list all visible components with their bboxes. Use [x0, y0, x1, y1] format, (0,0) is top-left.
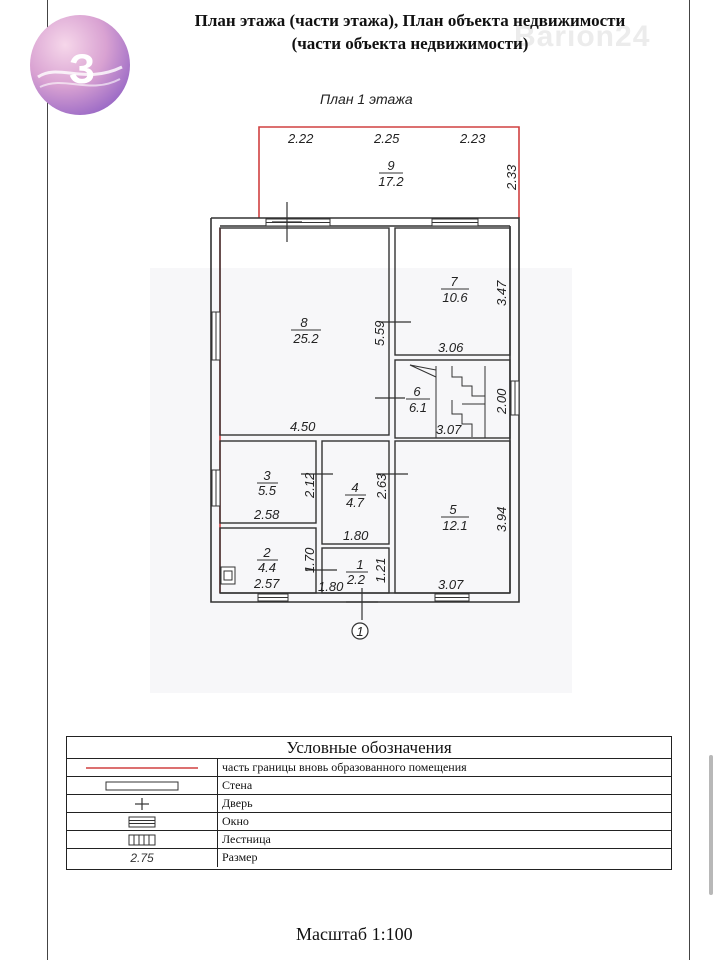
dim-label: 3.07 [438, 577, 464, 592]
legend-row [67, 795, 671, 813]
room-2-number: 2 [263, 545, 271, 560]
legend-row [67, 831, 671, 849]
dim-label: 2.23 [460, 131, 486, 146]
dim-label: 1.21 [373, 557, 388, 583]
dim-label: 4.50 [290, 419, 316, 434]
scale-label: Масштаб 1:100 [296, 924, 413, 944]
dim-label: 1.80 [318, 579, 344, 594]
boiler-icon [221, 567, 235, 584]
dim-label: 2.58 [254, 507, 280, 522]
dim-label: 2.22 [288, 131, 314, 146]
boundary-line-symbol [67, 759, 218, 776]
dim-label: 2.25 [374, 131, 400, 146]
dim-label: 2.00 [494, 388, 509, 414]
legend-row [67, 777, 671, 795]
dim-label: 3.47 [494, 280, 509, 306]
size-symbol [67, 849, 218, 867]
room-3-area: 5.5 [257, 483, 277, 498]
window-symbol [67, 813, 218, 830]
size-symbol-text: 2.75 [130, 851, 154, 865]
dim-label: 1.80 [343, 528, 369, 543]
room-6-number: 6 [413, 384, 421, 399]
dim-label: 2.57 [254, 576, 280, 591]
room-3-number: 3 [263, 468, 271, 483]
room-5-number: 5 [449, 502, 457, 517]
room-4-number: 4 [351, 480, 359, 495]
legend-label: Размер [222, 850, 258, 864]
room-9-area: 17.2 [378, 174, 404, 189]
legend-table [66, 736, 672, 870]
dim-label: 2.63 [374, 473, 389, 499]
wall-symbol [67, 777, 218, 794]
room-8-number: 8 [300, 315, 308, 330]
room-7-number: 7 [450, 274, 458, 289]
room-1-area: 2.2 [346, 572, 366, 587]
room-5-area: 12.1 [442, 518, 468, 533]
room-9-number: 9 [387, 158, 395, 173]
dim-label: 3.07 [436, 422, 462, 437]
room-2-area: 4.4 [257, 560, 277, 575]
axis-marker-label: 1 [356, 624, 364, 639]
page-title-line-2: (части объекта недвижимости) [291, 34, 529, 53]
legend-label: Стена [222, 778, 253, 792]
dim-label: 5.59 [372, 320, 387, 346]
dim-label: 1.70 [302, 547, 317, 573]
room-7-area: 10.6 [442, 290, 468, 305]
dim-label: 3.94 [494, 506, 509, 532]
legend-title: Условные обозначения [67, 737, 671, 759]
legend-row [67, 849, 671, 867]
dim-label: 2.12 [302, 472, 317, 498]
legend-label: Лестница [222, 832, 271, 846]
legend-row [67, 759, 671, 777]
page-title-line-1: План этажа (части этажа), План объекта недвижимости [194, 11, 626, 30]
logo-letter: З [68, 45, 96, 92]
legend-row [67, 813, 671, 831]
legend-label: часть границы вновь образованного помещения [222, 760, 467, 774]
plan-subtitle: План 1 этажа [320, 91, 413, 107]
room-6-area: 6.1 [408, 400, 428, 415]
legend-label: Окно [222, 814, 249, 828]
dim-label: 3.06 [438, 340, 464, 355]
watermark: Barion24 [514, 20, 651, 53]
room-1-number: 1 [356, 557, 364, 572]
scrollbar[interactable] [709, 755, 713, 895]
stair-symbol [67, 831, 218, 848]
room-8-area: 25.2 [293, 331, 319, 346]
door-symbol [67, 795, 218, 812]
legend-label: Дверь [222, 796, 253, 810]
dim-label: 2.33 [504, 164, 519, 190]
room-4-area: 4.7 [345, 495, 365, 510]
